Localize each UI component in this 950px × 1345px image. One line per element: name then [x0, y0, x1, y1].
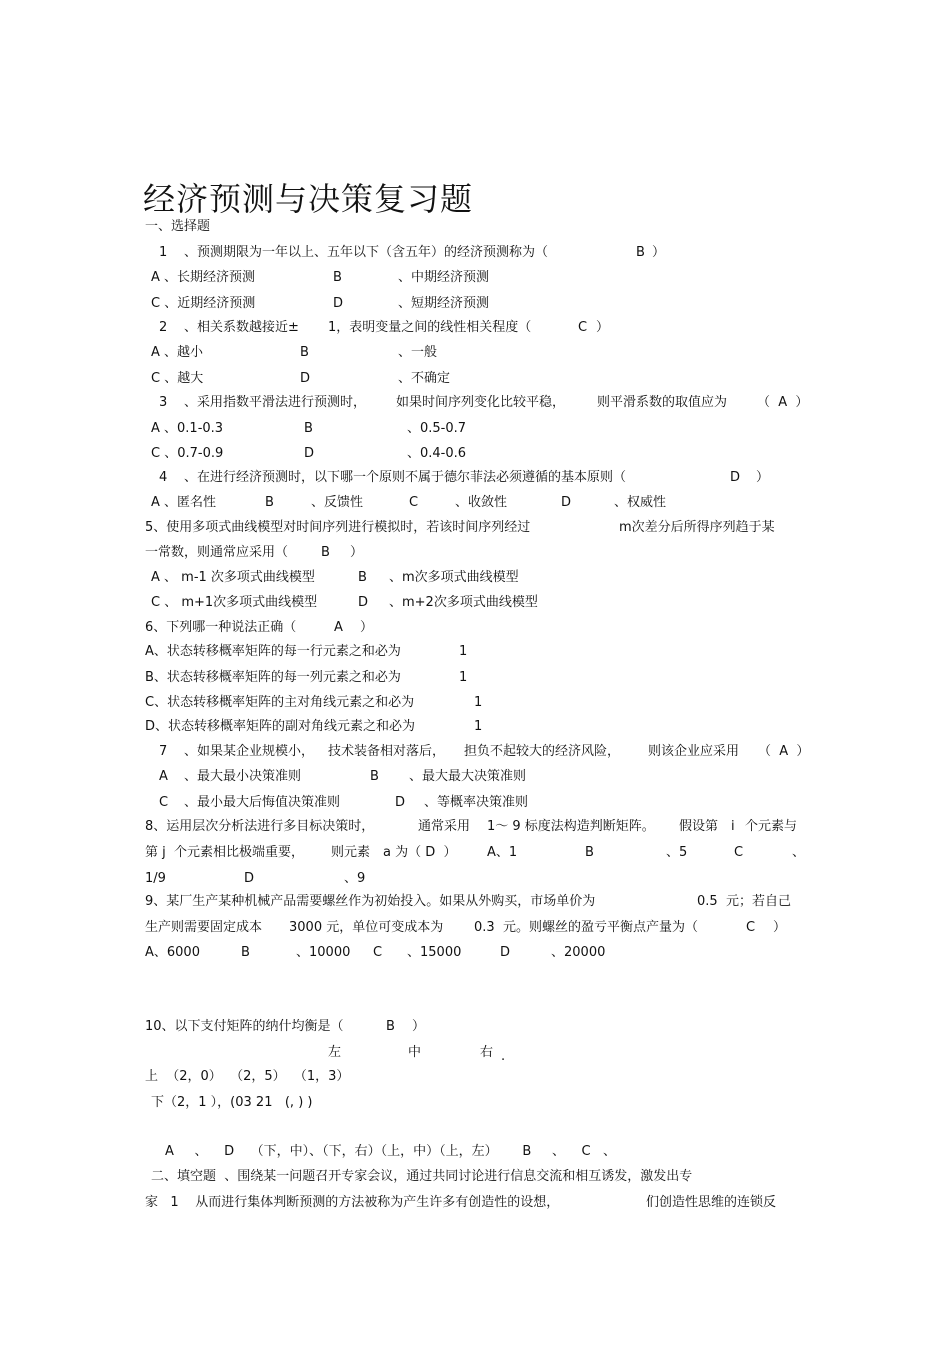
text-line-m2: 中	[408, 1045, 422, 1060]
text-line-sec2c: 们创造性思维的连锁反	[646, 1195, 777, 1210]
text-line-q6o2: B、状态转移概率矩阵的每一列元素之和必为	[145, 670, 401, 685]
text-line-q8o: 1/9	[145, 871, 166, 886]
text-line-q8i: a 为（ D ）	[383, 845, 457, 860]
text-line-q2o2: B	[300, 345, 309, 360]
text-line-q4o5: 、收敛性	[455, 495, 508, 510]
text-line-q8p: D	[244, 871, 255, 886]
text-line-q4d: ）	[756, 470, 770, 485]
text-line-q5o6: 、m+2次多项式曲线模型	[389, 595, 538, 610]
text-line-sec2a: 二、填空题 、围绕某一问题召开专家会议，通过共同讨论进行信息交流和相互诱发，激发出专	[151, 1169, 693, 1184]
text-line-q5o4: C 、 m+1次多项式曲线模型	[151, 595, 318, 610]
text-line-q1a: 1	[159, 245, 168, 260]
text-line-q4a: 4	[159, 470, 168, 485]
text-line-q3o6: 、0.4-0.6	[407, 446, 467, 461]
text-line-q3o4: C 、0.7-0.9	[151, 446, 224, 461]
text-line-q3d: 则平滑系数的取值应为	[597, 395, 728, 410]
text-line-q3b: 、采用指数平滑法进行预测时，	[184, 395, 367, 410]
text-line-q5o2: B	[358, 570, 367, 585]
text-line-q4c: D	[730, 470, 741, 485]
text-line-q1d: ）	[652, 245, 666, 260]
text-line-q7e: 则该企业应采用	[648, 744, 740, 759]
text-line-q9d: 3000 元，单位可变成本为	[289, 920, 444, 935]
text-line-q8m: C	[734, 845, 744, 860]
text-line-q2d: C	[578, 320, 588, 335]
text-line-q5o1: A 、 m-1 次多项式曲线模型	[151, 570, 315, 585]
text-line-q7o3: B	[370, 769, 379, 784]
text-line-q2o6: 、不确定	[398, 371, 451, 386]
text-line-q9o4: C	[373, 945, 383, 960]
text-line-q7c: 技术装备相对落后，	[328, 744, 446, 759]
text-line-q1o3: 、中期经济预测	[398, 270, 490, 285]
text-line-q8c: 1～ 9 标度法构造判断矩阵。	[487, 819, 655, 834]
text-line-q9o6: D	[500, 945, 511, 960]
text-line-q1o6: 、短期经济预测	[398, 296, 490, 311]
text-line-q2e: ）	[596, 320, 610, 335]
text-line-q2b: 、相关系数越接近±	[184, 320, 299, 335]
text-line-q7o2: 、最大最小决策准则	[184, 769, 302, 784]
text-line-q4b: 、在进行经济预测时，以下哪一个原则不属于德尔菲法必须遵循的基本原则（	[184, 470, 627, 485]
text-line-q4o4: C	[409, 495, 419, 510]
text-line-q4o3: 、反馈性	[311, 495, 364, 510]
text-line-q7o5: C	[159, 795, 169, 810]
text-line-m5: 下（2，1 ），(03 21 (, ) )	[151, 1095, 313, 1110]
text-line-sec1: 一、选择题	[145, 219, 211, 234]
text-line-q9o1: A、6000	[145, 945, 200, 960]
text-line-q10b: B	[386, 1019, 395, 1034]
text-line-q9o2: B	[241, 945, 250, 960]
text-line-q7f: （ A ）	[758, 744, 810, 759]
document-title: 经济预测与决策复习题	[143, 180, 474, 218]
text-line-q7o8: 、等概率决策准则	[424, 795, 529, 810]
text-line-q9o7: 、20000	[551, 945, 606, 960]
text-line-q8b: 通常采用	[418, 819, 471, 834]
text-line-q10c: ）	[412, 1019, 426, 1034]
text-line-q8f: 个元素与	[745, 819, 798, 834]
text-line-q1o4: C 、近期经济预测	[151, 296, 256, 311]
text-line-q9e: 0.3 元。则螺丝的盈亏平衡点产量为（	[474, 920, 698, 935]
text-line-q7o4: 、最大最大决策准则	[409, 769, 527, 784]
text-line-q1b: 、预测期限为一年以上、五年以下（含五年）的经济预测称为（	[184, 245, 549, 260]
text-line-q6o1n: 1	[459, 644, 468, 659]
text-line-q8k: B	[585, 845, 594, 860]
text-line-q5o3: 、m次多项式曲线模型	[389, 570, 519, 585]
text-line-q3o2: B	[304, 421, 313, 436]
text-line-q9c: 生产则需要固定成本	[145, 920, 263, 935]
text-line-q3e: （ A ）	[757, 395, 809, 410]
text-line-q9f: C	[746, 920, 756, 935]
text-line-q5o5: D	[358, 595, 369, 610]
text-line-q2o4: C 、越大	[151, 371, 204, 386]
text-line-q1o5: D	[333, 296, 344, 311]
text-line-q4o2: B	[265, 495, 274, 510]
text-line-q10a: 10、以下支付矩阵的纳什均衡是（	[145, 1019, 344, 1034]
text-line-q8a: 8、运用层次分析法进行多目标决策时，	[145, 819, 375, 834]
text-line-q4o7: 、权威性	[614, 495, 667, 510]
text-line-q2o3: 、一般	[398, 345, 438, 360]
text-line-q7o7: D	[395, 795, 406, 810]
text-line-q8h: 则元素	[331, 845, 371, 860]
text-line-q8n: 、	[792, 845, 806, 860]
text-line-q7o1: A	[159, 769, 168, 784]
text-line-q6a: 6、下列哪一种说法正确（	[145, 620, 297, 635]
text-line-q9b: 0.5 元；若自己	[697, 894, 791, 909]
text-line-q3a: 3	[159, 395, 168, 410]
text-line-q6o4n: 1	[474, 719, 483, 734]
text-line-q5b: m次差分后所得序列趋于某	[619, 520, 775, 535]
text-line-q4o1: A 、匿名性	[151, 495, 217, 510]
text-line-q7b: 、如果某企业规模小，	[184, 744, 315, 759]
text-line-sec2b: 家 1 从而进行集体判断预测的方法被称为产生许多有创造性的设想，	[145, 1195, 560, 1210]
text-line-m1: 左	[328, 1045, 342, 1060]
text-line-q9o5: 、15000	[407, 945, 462, 960]
text-line-q2a: 2	[159, 320, 168, 335]
text-line-q6o1: A、状态转移概率矩阵的每一行元素之和必为	[145, 644, 401, 659]
text-line-q6o4: D、状态转移概率矩阵的副对角线元素之和必为	[145, 719, 416, 734]
text-line-q3o1: A 、0.1-0.3	[151, 421, 224, 436]
text-line-q8q: 、9	[344, 871, 366, 886]
text-line-q4o6: D	[561, 495, 572, 510]
text-line-q10o: A 、 D （下，中）、（下，右）（上，中）（上，左） B 、 C 、	[165, 1144, 617, 1159]
text-line-q6o3: C、状态转移概率矩阵的主对角线元素之和必为	[145, 695, 415, 710]
text-line-q8l: 、5	[666, 845, 688, 860]
text-line-q5c: 一常数，则通常应采用（	[145, 545, 289, 560]
text-line-q9o3: 、10000	[296, 945, 351, 960]
text-line-m3: 右	[480, 1045, 494, 1060]
text-line-q8g: 第 j 个元素相比极端重要，	[145, 845, 305, 860]
text-line-q2o1: A 、越小	[151, 345, 204, 360]
text-line-q8j: A、1	[487, 845, 518, 860]
text-line-q7d: 担负不起较大的经济风险，	[464, 744, 621, 759]
text-line-q7o6: 、最小最大后悔值决策准则	[184, 795, 341, 810]
text-line-q3o5: D	[304, 446, 315, 461]
text-line-q9g: ）	[773, 920, 787, 935]
text-line-q9a: 9、某厂生产某种机械产品需要螺丝作为初始投入。如果从外购买，市场单价为	[145, 894, 596, 909]
text-line-q8d: 假设第	[679, 819, 719, 834]
text-line-q1c: B	[636, 245, 645, 260]
text-line-q6b: A	[334, 620, 343, 635]
text-line-q2o5: D	[300, 371, 311, 386]
text-line-q1o1: A 、长期经济预测	[151, 270, 256, 285]
text-line-q6c: ）	[360, 620, 374, 635]
text-line-q3c: 如果时间序列变化比较平稳，	[396, 395, 566, 410]
text-line-q1o2: B	[333, 270, 342, 285]
text-line-q5e: ）	[350, 545, 364, 560]
text-line-q5d: B	[321, 545, 330, 560]
text-line-q5a: 5、使用多项式曲线模型对时间序列进行模拟时，若该时间序列经过	[145, 520, 531, 535]
text-line-q3o3: 、0.5-0.7	[407, 421, 467, 436]
text-line-m3b: .	[501, 1049, 506, 1064]
text-line-q6o3n: 1	[474, 695, 483, 710]
text-line-q7a: 7	[159, 744, 168, 759]
text-line-q2c: 1，表明变量之间的线性相关程度（	[328, 320, 532, 335]
text-line-m4: 上 （2，0） （2，5） （1，3）	[145, 1069, 350, 1084]
text-line-q8e: i	[731, 819, 735, 834]
text-line-q6o2n: 1	[459, 670, 468, 685]
